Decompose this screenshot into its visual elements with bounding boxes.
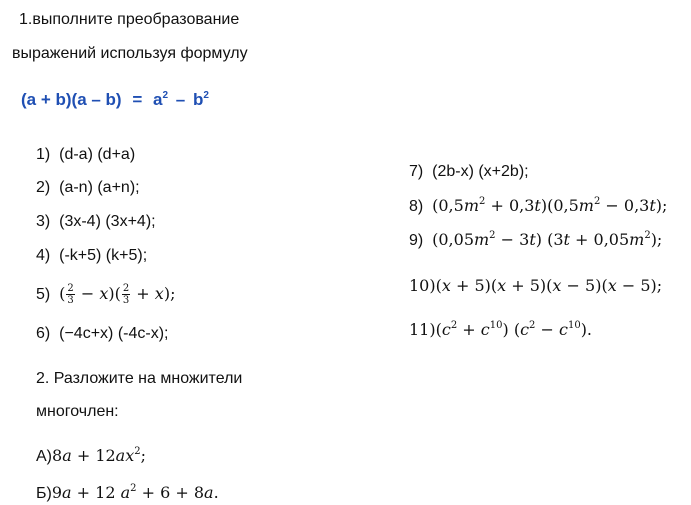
task-4 — [36, 247, 147, 265]
fraction — [122, 283, 130, 306]
formula-b: b — [192, 90, 204, 109]
task-expression: (2b-x) (x+2b); — [432, 163, 529, 180]
task-5 — [36, 283, 175, 306]
task-number: 10) — [409, 276, 436, 295]
task-number: 9) — [409, 232, 424, 249]
formula-a-exponent: 2 — [162, 90, 169, 101]
task-1 — [36, 146, 135, 164]
section-2-title: 2. Разложите на множители — [36, 370, 243, 387]
task-2 — [36, 179, 140, 197]
task-7 — [409, 163, 529, 181]
task-8 — [409, 196, 667, 216]
section-2-subtitle: многочлен: — [36, 403, 119, 420]
factor-task-b — [36, 483, 219, 503]
task-number: 2) — [36, 179, 51, 196]
fraction-denominator: 3 — [67, 295, 74, 306]
task-3 — [36, 213, 156, 231]
task-number: 8) — [409, 198, 424, 215]
formula-b-exponent: 2 — [203, 90, 209, 101]
fraction-numerator: 2 — [122, 283, 130, 294]
task-expression: (-k+5) (k+5); — [59, 247, 148, 264]
task-9 — [409, 230, 662, 250]
fraction-denominator: 3 — [122, 295, 130, 306]
task-expression: $(c^2 + c^{10}) (c^2 - c^{10})$. — [435, 320, 593, 339]
fraction — [66, 283, 74, 306]
formula-equals: = — [132, 90, 143, 109]
task-expression: (−4c+x) (-4c-x); — [59, 325, 169, 342]
formula-a: a — [153, 90, 163, 109]
task-number: 1) — [36, 146, 51, 163]
formula-minus: – — [175, 90, 186, 109]
task-number: 11) — [409, 320, 436, 339]
task-number: 5) — [36, 286, 51, 303]
task-expression: ( $\frac{2}{3}$ − x)( $\frac{2}{3}$ + x); — [59, 283, 176, 306]
task-expression: 9a + 12 $a^2 + 6 + 8a$. — [51, 483, 219, 502]
task-expression: $8a + 12ax^2$; — [52, 446, 146, 465]
fraction-numerator: 2 — [67, 283, 74, 294]
factor-task-a — [36, 446, 146, 466]
task-label: Б) — [36, 485, 52, 502]
task-expression: $(0,05m^2 - 3t) (3t + 0,05m^2)$; — [432, 230, 663, 249]
task-number: 6) — [36, 325, 51, 342]
heading-line-1: 1.выполните преобразование — [19, 11, 240, 28]
task-expression: (x + 5)(x + 5)(x − 5)(x − 5); — [435, 276, 663, 295]
difference-of-squares-formula — [21, 90, 209, 110]
task-expression: (a-n) (a+n); — [59, 179, 140, 196]
task-expression: (3x-4) (3x+4); — [59, 213, 156, 230]
task-6 — [36, 325, 168, 343]
task-expression: (d-a) (d+a) — [59, 146, 136, 163]
heading-line-2: выражений используя формулу — [12, 45, 248, 62]
task-number: 3) — [36, 213, 51, 230]
task-number: 7) — [409, 163, 424, 180]
task-expression: $(0,5m^2 + 0,3t)(0,5m^2 - 0,3t)$; — [432, 196, 668, 215]
task-label: А) — [36, 448, 52, 465]
task-11 — [409, 320, 592, 339]
task-10 — [409, 276, 662, 295]
formula-lhs: (a + b)(a – b) — [21, 90, 122, 109]
task-number: 4) — [36, 247, 51, 264]
